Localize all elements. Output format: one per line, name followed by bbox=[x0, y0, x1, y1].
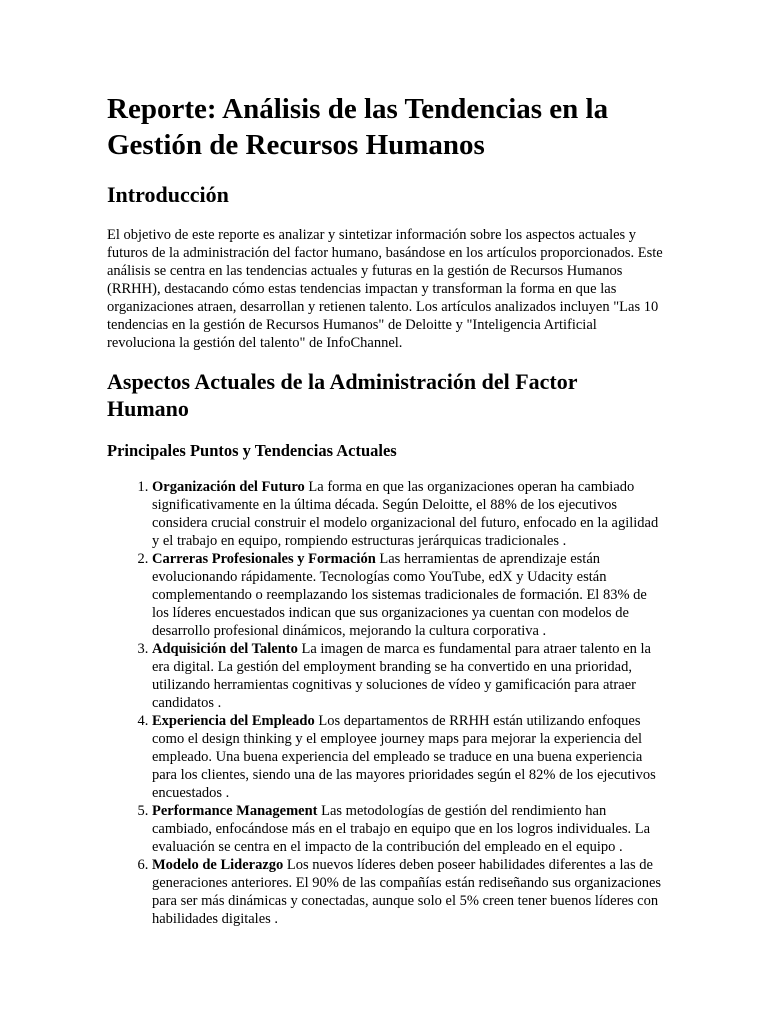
item-title: Performance Management bbox=[152, 803, 318, 819]
list-item bbox=[152, 712, 663, 802]
list-item bbox=[152, 478, 663, 550]
item-text: Los departamentos de RRHH están utilizando enfoques como el design thinking y el employee journey maps para mejorar la experiencia del empleado. Una buena experiencia del empleado se traduce en una buena experiencia para los clientes, siendo una de las mayores prioridades según el 82% de los ejecutivos encuestados . bbox=[152, 713, 656, 801]
report-title: Reporte: Análisis de las Tendencias en la Gestión de Recursos Humanos bbox=[107, 93, 609, 161]
item-text: La imagen de marca es fundamental para atraer talento en la era digital. La gestión del employment branding se ha convertido en una prioridad, utilizando herramientas cognitivas y soluciones de vídeo y gamificación para atraer candidatos . bbox=[152, 641, 651, 711]
list-item bbox=[152, 856, 663, 928]
item-title: Modelo de Liderazgo bbox=[152, 857, 284, 873]
item-title: Organización del Futuro bbox=[152, 479, 305, 495]
intro-heading: Introducción bbox=[107, 182, 229, 207]
subsection-heading: Principales Puntos y Tendencias Actuales bbox=[107, 441, 397, 460]
trends-list bbox=[107, 478, 663, 928]
list-item bbox=[152, 802, 663, 856]
item-title: Adquisición del Talento bbox=[152, 641, 298, 657]
intro-paragraph: El objetivo de este reporte es analizar y sintetizar información sobre los aspectos actuales y futuros de la administración del factor humano, basándose en los artículos proporcionados. Este análisis se centra en las tendencias actuales y futuras en la gestión de Recursos Humanos (RRHH), destacando cómo estas tendencias impactan y transforman la forma en que las organizaciones atraen, desarrollan y retienen talento. Los artículos analizados incluyen "Las 10 tendencias en la gestión de Recursos Humanos" de Deloitte y "Inteligencia Artificial revoluciona la gestión del talento" de InfoChannel. bbox=[107, 227, 663, 351]
item-text: Las herramientas de aprendizaje están evolucionando rápidamente. Tecnologías como YouTube, edX y Udacity están complementando o reemplazando los sistemas tradicionales de formación. El 83% de los líderes encuestados indican que sus organizaciones ya cuentan con modelos de desarrollo profesional dinámicos, mejorando la cultura corporativa . bbox=[152, 551, 647, 639]
item-title: Experiencia del Empleado bbox=[152, 713, 315, 729]
section-heading: Aspectos Actuales de la Administración del Factor Humano bbox=[107, 369, 578, 421]
list-item bbox=[152, 550, 663, 640]
item-title: Carreras Profesionales y Formación bbox=[152, 551, 376, 567]
list-item bbox=[152, 640, 663, 712]
item-text: Las metodologías de gestión del rendimiento han cambiado, enfocándose más en el trabajo en equipo que en los logros individuales. La evaluación se centra en el impacto de la contribución del empleado en el equipo . bbox=[152, 803, 651, 855]
item-text: La forma en que las organizaciones operan ha cambiado significativamente en la última década. Según Deloitte, el 88% de los ejecutivos considera crucial construir el modelo organizacional del futuro, enfocado en la agilidad y el trabajo en equipo, rompiendo estructuras jerárquicas tradicionales . bbox=[152, 479, 659, 549]
item-text: Los nuevos líderes deben poseer habilidades diferentes a las de generaciones anteriores. El 90% de las compañías están rediseñando sus organizaciones para ser más dinámicas y conectadas, aunque solo el 5% creen tener buenos líderes con habilidades digitales . bbox=[152, 857, 662, 927]
